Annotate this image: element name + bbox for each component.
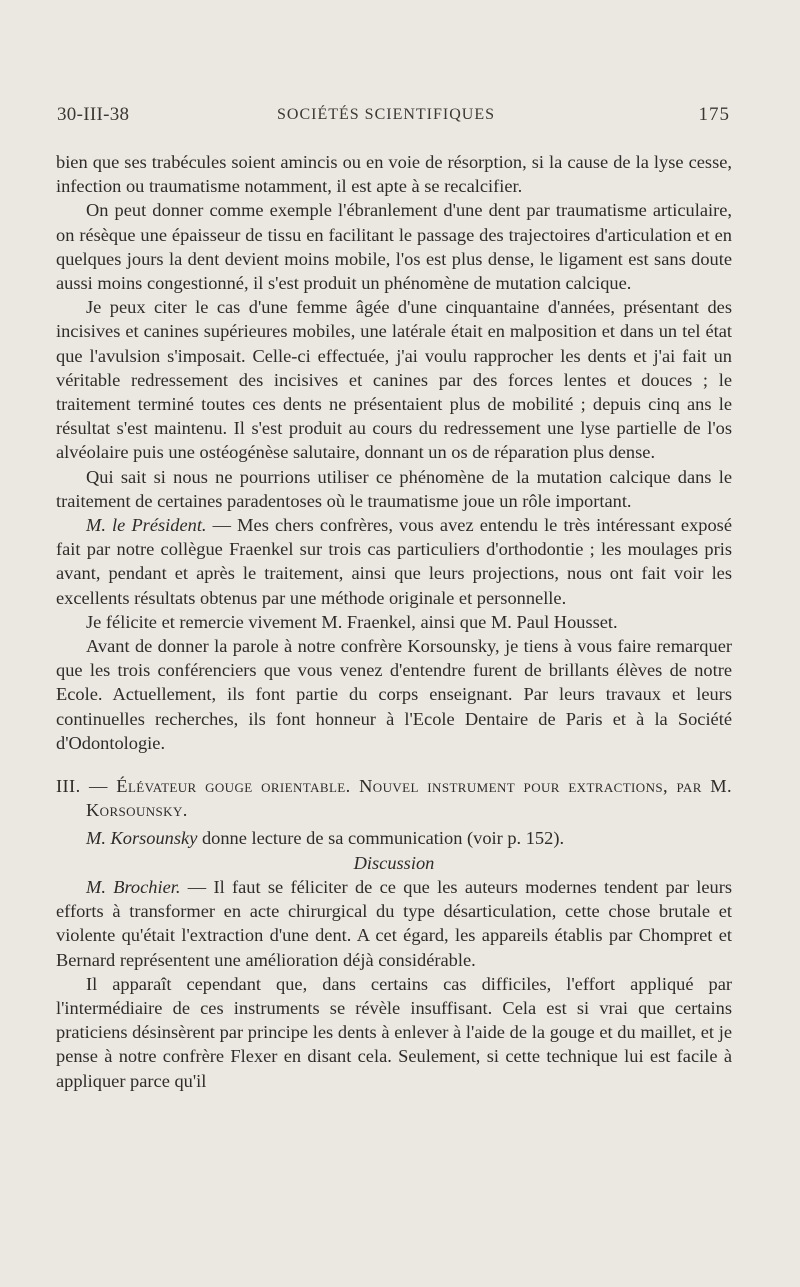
speaker-president: M. le Président.	[86, 515, 207, 536]
speaker-korsounsky: M. Korsounsky	[86, 828, 198, 849]
header-date: 30-III-38	[57, 104, 130, 125]
paragraph-2: On peut donner comme exemple l'ébranlement d'une dent par traumatisme articulaire, on résèque une épaisseur de tissu en facilitant le passage des trajectoires d'articulation et en quelques jours la dent devient moins mobile, l'os est plus dense, le ligament est sans doute aussi moins congestionné, il s'est produit un phénomène de mutation calcique.	[56, 200, 732, 294]
running-header	[57, 104, 730, 130]
speaker-brochier: M. Brochier.	[86, 876, 181, 897]
paragraph-5	[56, 513, 732, 610]
paragraph-5-text: — Mes chers confrères, vous avez entendu le très intéressant exposé fait par notre collègue Fraenkel sur trois cas particuliers d'orthodontie ; les moulages pris avant, pendant et après le traitement, ainsi que leurs projections, nous ont fait voir les excellents résultats obtenus par une méthode originale et personnelle.	[56, 515, 732, 608]
paragraph-1: bien que ses trabécules soient amincis ou en voie de résorption, si la cause de la lyse cesse, infection ou traumatisme notamment, il est apte à se recalcifier.	[56, 152, 732, 197]
discussion-title: Discussion	[353, 852, 435, 873]
section-heading: III. — Élévateur gouge orientable. Nouvel instrument pour extractions, par M. Korsounsky.	[56, 776, 732, 821]
paragraph-8	[56, 826, 732, 850]
paragraph-7: Avant de donner la parole à notre confrère Korsounsky, je tiens à vous faire remarquer que les trois conférenciers que vous venez d'entendre furent de brillants élèves de notre Ecole. Actuellement, ils font partie du corps enseignant. Par leurs travaux et leurs continuelles recherches, ils font honneur à l'Ecole Dentaire de Paris et à la Société d'Odontologie.	[56, 636, 732, 753]
paragraph-9	[56, 875, 732, 972]
page-number: 175	[698, 104, 730, 125]
paragraph-4: Qui sait si nous ne pourrions utiliser ce phénomène de la mutation calcique dans le traitement de certaines paradentoses où le traumatisme joue un rôle important.	[56, 466, 732, 511]
body-text	[56, 150, 732, 1093]
paragraph-6: Je félicite et remercie vivement M. Fraenkel, ainsi que M. Paul Housset.	[86, 611, 618, 632]
paragraph-8-text: donne lecture de sa communication (voir p. 152).	[197, 828, 565, 849]
paragraph-9-text: — Il faut se féliciter de ce que les auteurs modernes tendent par leurs efforts à transformer en acte chirurgical du type désarticulation, cette chose brutale et violente qu'était l'extraction d'une dent. A cet égard, les appareils établis par Chompret et Bernard représentent une amélioration déjà considérable.	[56, 876, 732, 970]
paragraph-3: Je peux citer le cas d'une femme âgée d'une cinquantaine d'années, présentant des incisives et canines supérieures mobiles, une latérale était en malposition et dans un tel état que l'avulsion s'imposait. Celle-ci effectuée, j'ai voulu rapprocher les dents et j'ai fait un véritable redressement des incisives et canines par des forces lentes et douces ; le traitement terminé toutes ces dents ne présentaient plus de mobilité ; depuis cinq ans le résultat s'est maintenu. Il s'est produit au cours du redressement une lyse partielle de l'os alvéolaire puis une ostéogénèse salutaire, donnant un os de réparation plus dense.	[56, 297, 732, 463]
paragraph-10: Il apparaît cependant que, dans certains cas difficiles, l'effort appliqué par l'intermédiaire de ces instruments se révèle insuffisant. Cela est si vrai que certains praticiens désinsèrent par principe les dents à enlever à l'aide de la gouge et du maillet, et je pense à notre confrère Flexer en disant cela. Seulement, si cette technique lui est facile à appliquer parce qu'il	[56, 973, 732, 1091]
header-title: SOCIÉTÉS SCIENTIFIQUES	[277, 106, 496, 123]
